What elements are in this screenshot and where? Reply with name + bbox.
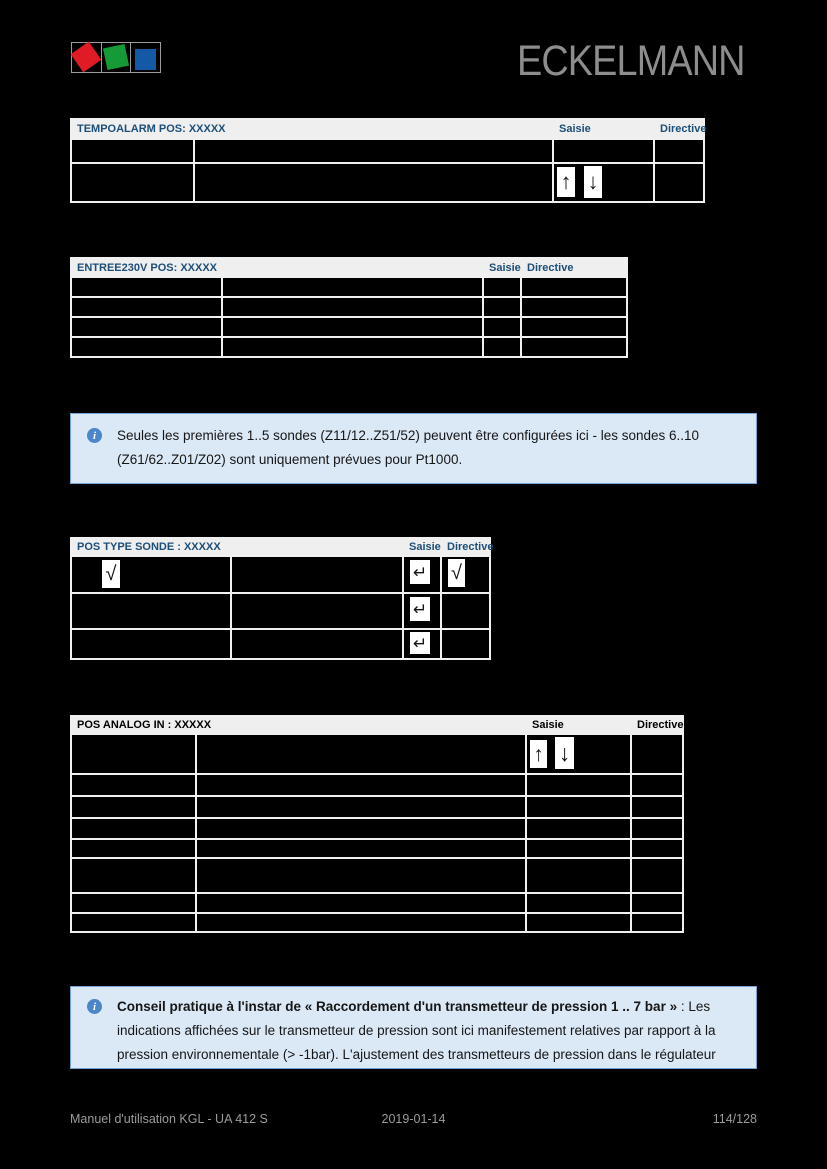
col-header-saisie: Saisie — [489, 261, 521, 274]
table-cell — [527, 840, 632, 857]
info-box-text — [117, 424, 767, 472]
table-row — [72, 592, 489, 628]
table-row — [72, 912, 682, 931]
table-cell — [197, 819, 527, 838]
table-cell — [223, 338, 484, 356]
table-cell — [197, 859, 527, 892]
info-text-bold: Conseil pratique à l'instar de « Raccordement d'un transmetteur de pression 1 .. 7 bar » — [117, 999, 678, 1014]
table-cell — [484, 318, 522, 336]
table-header-row — [72, 539, 494, 555]
table-cell — [223, 298, 484, 316]
footer-document-title: Manuel d'utilisation KGL - UA 412 S — [70, 1112, 268, 1126]
table-cell — [527, 775, 632, 795]
col-header-directive: Directive — [447, 541, 494, 553]
table-header-row — [72, 120, 707, 138]
table-cell — [72, 859, 197, 892]
table-cell — [632, 819, 682, 838]
info-box-text — [117, 995, 767, 1067]
table-cell — [72, 318, 223, 336]
table-title: POS TYPE SONDE : XXXXX — [77, 541, 221, 553]
enter-key-icon: ↵ — [410, 632, 430, 654]
table-row — [72, 276, 626, 296]
table-cell — [232, 557, 404, 592]
logo-green-square-icon — [102, 44, 128, 70]
logo-blue-square-icon — [135, 49, 156, 70]
table-title: TEMPOALARM POS: XXXXX — [77, 123, 226, 135]
table-cell — [72, 338, 223, 356]
table-cell — [484, 298, 522, 316]
table-entree230v — [70, 257, 628, 358]
enter-key-icon: ↵ — [410, 597, 430, 621]
table-cell — [72, 819, 197, 838]
table-cell — [197, 775, 527, 795]
col-header-saisie: Saisie — [409, 541, 441, 553]
brand-wordmark: ECKELMANN — [517, 37, 745, 85]
table-cell — [223, 278, 484, 296]
table-header-row — [72, 259, 626, 276]
table-cell — [197, 840, 527, 857]
table-cell-saisie — [554, 164, 655, 201]
table-row — [72, 336, 626, 356]
info-icon: i — [87, 428, 102, 443]
table-cell — [195, 164, 554, 201]
check-mark-key-icon: √ — [102, 560, 120, 588]
footer-page-number: 114/128 — [712, 1112, 757, 1126]
table-cell — [72, 840, 197, 857]
table-row — [72, 773, 682, 795]
table-cell — [522, 298, 626, 316]
table-cell-directive — [442, 557, 489, 592]
table-cell — [232, 594, 404, 628]
table-cell — [632, 859, 682, 892]
table-title: ENTREE230V POS: XXXXX — [77, 261, 217, 274]
table-cell — [197, 797, 527, 817]
col-header-saisie: Saisie — [559, 123, 591, 135]
eckelmann-logo-icon — [71, 42, 160, 73]
table-row — [72, 296, 626, 316]
table-cell — [72, 735, 197, 773]
table-pos-analog-in — [70, 715, 684, 933]
table-cell — [632, 775, 682, 795]
table-cell — [522, 338, 626, 356]
table-cell — [554, 140, 655, 162]
table-cell — [527, 894, 632, 912]
table-cell — [223, 318, 484, 336]
col-header-saisie: Saisie — [532, 719, 564, 731]
table-cell — [72, 140, 195, 162]
table-row — [72, 316, 626, 336]
info-text-body: Seules les premières 1..5 sondes (Z11/12..Z51/52) peuvent être configurées ici - les sondes 6..10 (Z61/62..Z01/Z02) sont uniquement prévues pour Pt1000. — [117, 428, 700, 467]
table-tempoalarm — [70, 118, 705, 203]
table-cell — [527, 859, 632, 892]
table-cell — [522, 318, 626, 336]
table-row — [72, 628, 489, 658]
table-cell — [442, 630, 489, 658]
enter-key-icon: ↵ — [410, 560, 430, 584]
table-cell — [72, 775, 197, 795]
table-cell — [632, 840, 682, 857]
table-cell — [655, 140, 703, 162]
table-row — [72, 162, 703, 201]
table-row — [72, 857, 682, 892]
up-arrow-key-icon: ↑ — [557, 167, 575, 197]
table-cell — [632, 914, 682, 931]
table-cell — [72, 630, 232, 658]
table-cell — [72, 557, 232, 592]
footer-date: 2019-01-14 — [381, 1112, 446, 1126]
table-cell — [632, 735, 682, 773]
table-row — [72, 795, 682, 817]
logo-frame-red — [71, 42, 102, 73]
col-header-directive: Directive — [660, 123, 707, 135]
table-cell — [72, 594, 232, 628]
table-cell — [72, 298, 223, 316]
table-title: POS ANALOG IN : XXXXX — [77, 719, 212, 731]
down-arrow-key-icon: ↓ — [584, 166, 602, 198]
info-text-body: : Les indications affichées sur le transmetteur de pression sont ici manifestement relatives par rapport à la pression environnementale (> -1bar). L'ajustement des transmetteurs de pression dans le régulateur — [117, 999, 716, 1062]
up-arrow-key-icon: ↑ — [530, 740, 547, 768]
table-row — [72, 138, 703, 162]
table-cell — [72, 164, 195, 201]
logo-frame-blue — [130, 42, 161, 73]
table-cell — [527, 914, 632, 931]
table-cell — [72, 278, 223, 296]
table-row — [72, 817, 682, 838]
info-box-conseil-pratique — [70, 986, 757, 1069]
table-cell — [522, 278, 626, 296]
table-cell — [484, 338, 522, 356]
table-row — [72, 838, 682, 857]
table-cell-saisie — [404, 557, 442, 592]
table-cell — [484, 278, 522, 296]
check-mark-key-icon: √ — [448, 559, 465, 587]
table-cell — [632, 797, 682, 817]
table-cell-saisie — [404, 594, 442, 628]
table-cell — [197, 735, 527, 773]
logo-frame-green — [101, 42, 132, 73]
logo-red-square-icon — [71, 42, 102, 73]
table-cell-saisie — [404, 630, 442, 658]
info-box-sondes — [70, 413, 757, 484]
info-icon: i — [87, 999, 102, 1014]
table-cell — [632, 894, 682, 912]
table-pos-type-sonde — [70, 537, 494, 660]
table-header-row — [72, 717, 682, 733]
table-cell — [527, 797, 632, 817]
table-cell — [72, 894, 197, 912]
table-cell — [197, 894, 527, 912]
table-cell — [72, 914, 197, 931]
table-row — [72, 733, 682, 773]
table-cell-saisie — [527, 735, 632, 773]
table-row — [72, 555, 489, 592]
table-cell — [232, 630, 404, 658]
table-cell — [195, 140, 554, 162]
col-header-directive: Directive — [637, 719, 684, 731]
col-header-directive: Directive — [527, 261, 574, 274]
table-cell — [527, 819, 632, 838]
table-cell — [655, 164, 703, 201]
table-row — [72, 892, 682, 912]
table-cell — [442, 594, 489, 628]
down-arrow-key-icon: ↓ — [555, 737, 574, 769]
table-cell — [72, 797, 197, 817]
table-cell — [197, 914, 527, 931]
